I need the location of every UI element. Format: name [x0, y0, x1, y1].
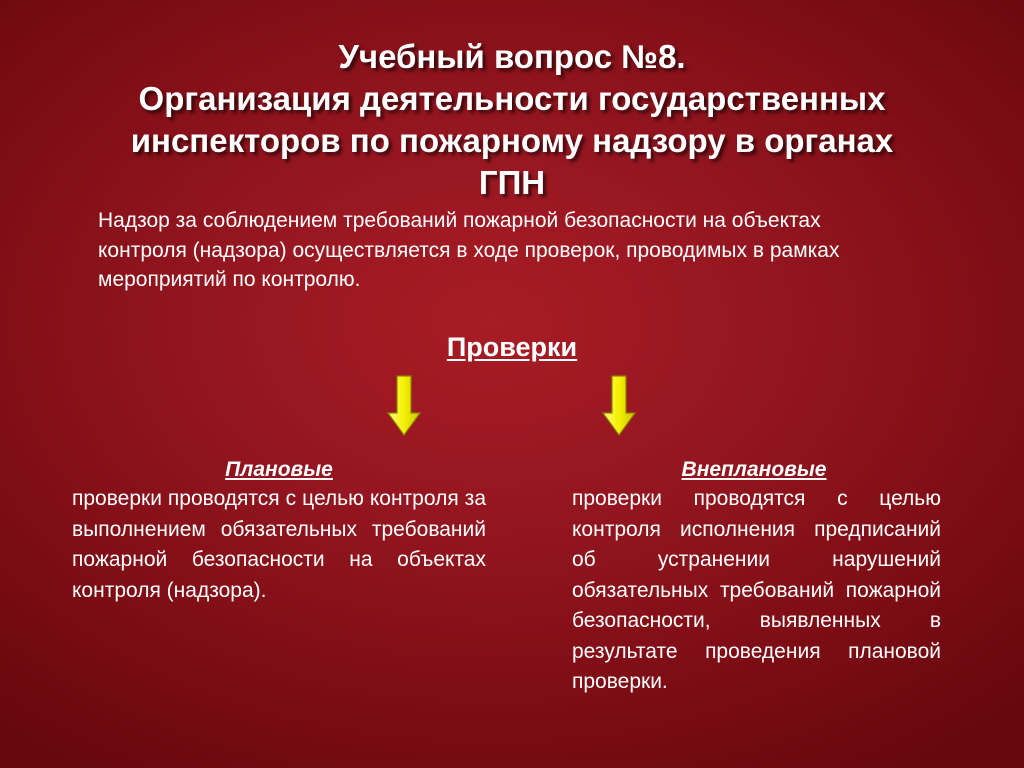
down-arrow-icon: [601, 375, 637, 437]
title-line-1: Учебный вопрос №8.: [338, 38, 686, 75]
planned-title: Плановые: [225, 458, 333, 481]
unplanned-title: Внеплановые: [681, 458, 827, 481]
planned-inspections-block: [72, 455, 486, 606]
title-line-3: инспекторов по пожарному надзору в органах: [130, 122, 894, 159]
planned-text: проверки проводятся с целью контроля за выполнением обязательных требований пожарной безопасности на объектах контроля (надзора).: [72, 487, 486, 602]
down-arrow-icon: [386, 375, 422, 437]
inspections-heading: Проверки: [446, 332, 578, 362]
unplanned-text: проверки проводятся с целью контроля исполнения предписаний об устранении нарушений обязательных требований пожарной безопасности, выявленных в результате проведения плановой проверки.: [572, 487, 941, 693]
unplanned-inspections-block: [527, 455, 941, 698]
intro-paragraph: Надзор за соблюдением требований пожарной безопасности на объектах контроля (надзора) осуществляется в ходе проверок, проводимых в рамках мероприятий по контролю.: [98, 209, 840, 291]
title-line-4: ГПН: [478, 164, 546, 201]
slide-title: [40, 36, 984, 204]
title-line-2: Организация деятельности государственных: [138, 80, 886, 117]
